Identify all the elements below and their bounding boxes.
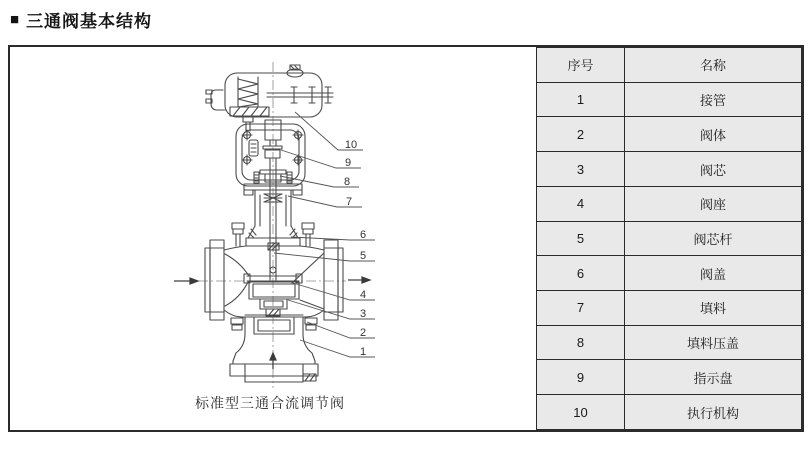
- row-name-cell: 填料压盖: [625, 325, 802, 360]
- section-marker-icon: ■: [10, 11, 20, 28]
- part-label-5: 5: [359, 250, 367, 262]
- table-row: [537, 256, 802, 291]
- content-frame: [8, 45, 804, 432]
- trim-drawing: [244, 243, 302, 309]
- valve-body-drawing: [205, 240, 343, 320]
- row-name-cell: 阀体: [625, 117, 802, 152]
- row-name-cell: 阀座: [625, 186, 802, 221]
- actuator-drawing: [206, 65, 333, 131]
- row-name-cell: 阀芯: [625, 152, 802, 187]
- table-row: [537, 117, 802, 152]
- part-label-8: 8: [343, 176, 351, 188]
- flow-arrows: [174, 277, 370, 369]
- header-cell-num: 序号: [537, 48, 625, 83]
- part-label-3: 3: [359, 308, 367, 320]
- part-number-labels: [344, 139, 366, 358]
- table-header-row: [537, 48, 802, 83]
- header-cell-name: 名称: [625, 48, 802, 83]
- row-num-cell: 5: [537, 221, 625, 256]
- flow-arrow-left-icon: [174, 278, 198, 284]
- centerlines: [198, 62, 346, 388]
- parts-table: [536, 47, 802, 430]
- row-name-cell: 阀芯杆: [625, 221, 802, 256]
- part-label-1: 1: [359, 346, 367, 358]
- row-name-cell: 执行机构: [625, 395, 802, 430]
- page-title-text: 三通阀基本结构: [26, 12, 153, 31]
- page-title: [10, 7, 152, 32]
- stem-indicator-drawing: [263, 140, 282, 280]
- table-row: [537, 82, 802, 117]
- table-row: [537, 360, 802, 395]
- flow-arrow-bottom-icon: [270, 353, 276, 369]
- table-row: [537, 325, 802, 360]
- part-label-9: 9: [344, 157, 352, 169]
- table-row: [537, 152, 802, 187]
- row-name-cell: 填料: [625, 291, 802, 326]
- part-label-10: 10: [344, 139, 358, 151]
- table-row: [537, 186, 802, 221]
- flow-arrow-right-icon: [348, 277, 370, 283]
- row-num-cell: 6: [537, 256, 625, 291]
- row-num-cell: 7: [537, 291, 625, 326]
- table-row: [537, 291, 802, 326]
- part-label-7: 7: [345, 196, 353, 208]
- row-num-cell: 9: [537, 360, 625, 395]
- row-num-cell: 2: [537, 117, 625, 152]
- row-num-cell: 10: [537, 395, 625, 430]
- row-num-cell: 8: [537, 325, 625, 360]
- valve-structure-diagram: [10, 47, 540, 430]
- diagram-caption: 标准型三通合流调节阀: [195, 395, 345, 411]
- table-row: [537, 395, 802, 430]
- row-num-cell: 1: [537, 82, 625, 117]
- table-row: [537, 221, 802, 256]
- row-name-cell: 指示盘: [625, 360, 802, 395]
- row-num-cell: 3: [537, 152, 625, 187]
- bottom-section-drawing: [230, 309, 318, 382]
- row-num-cell: 4: [537, 186, 625, 221]
- row-name-cell: 接管: [625, 82, 802, 117]
- row-name-cell: 阀盖: [625, 256, 802, 291]
- part-label-6: 6: [359, 229, 367, 241]
- part-label-2: 2: [359, 327, 367, 339]
- part-label-4: 4: [359, 289, 367, 301]
